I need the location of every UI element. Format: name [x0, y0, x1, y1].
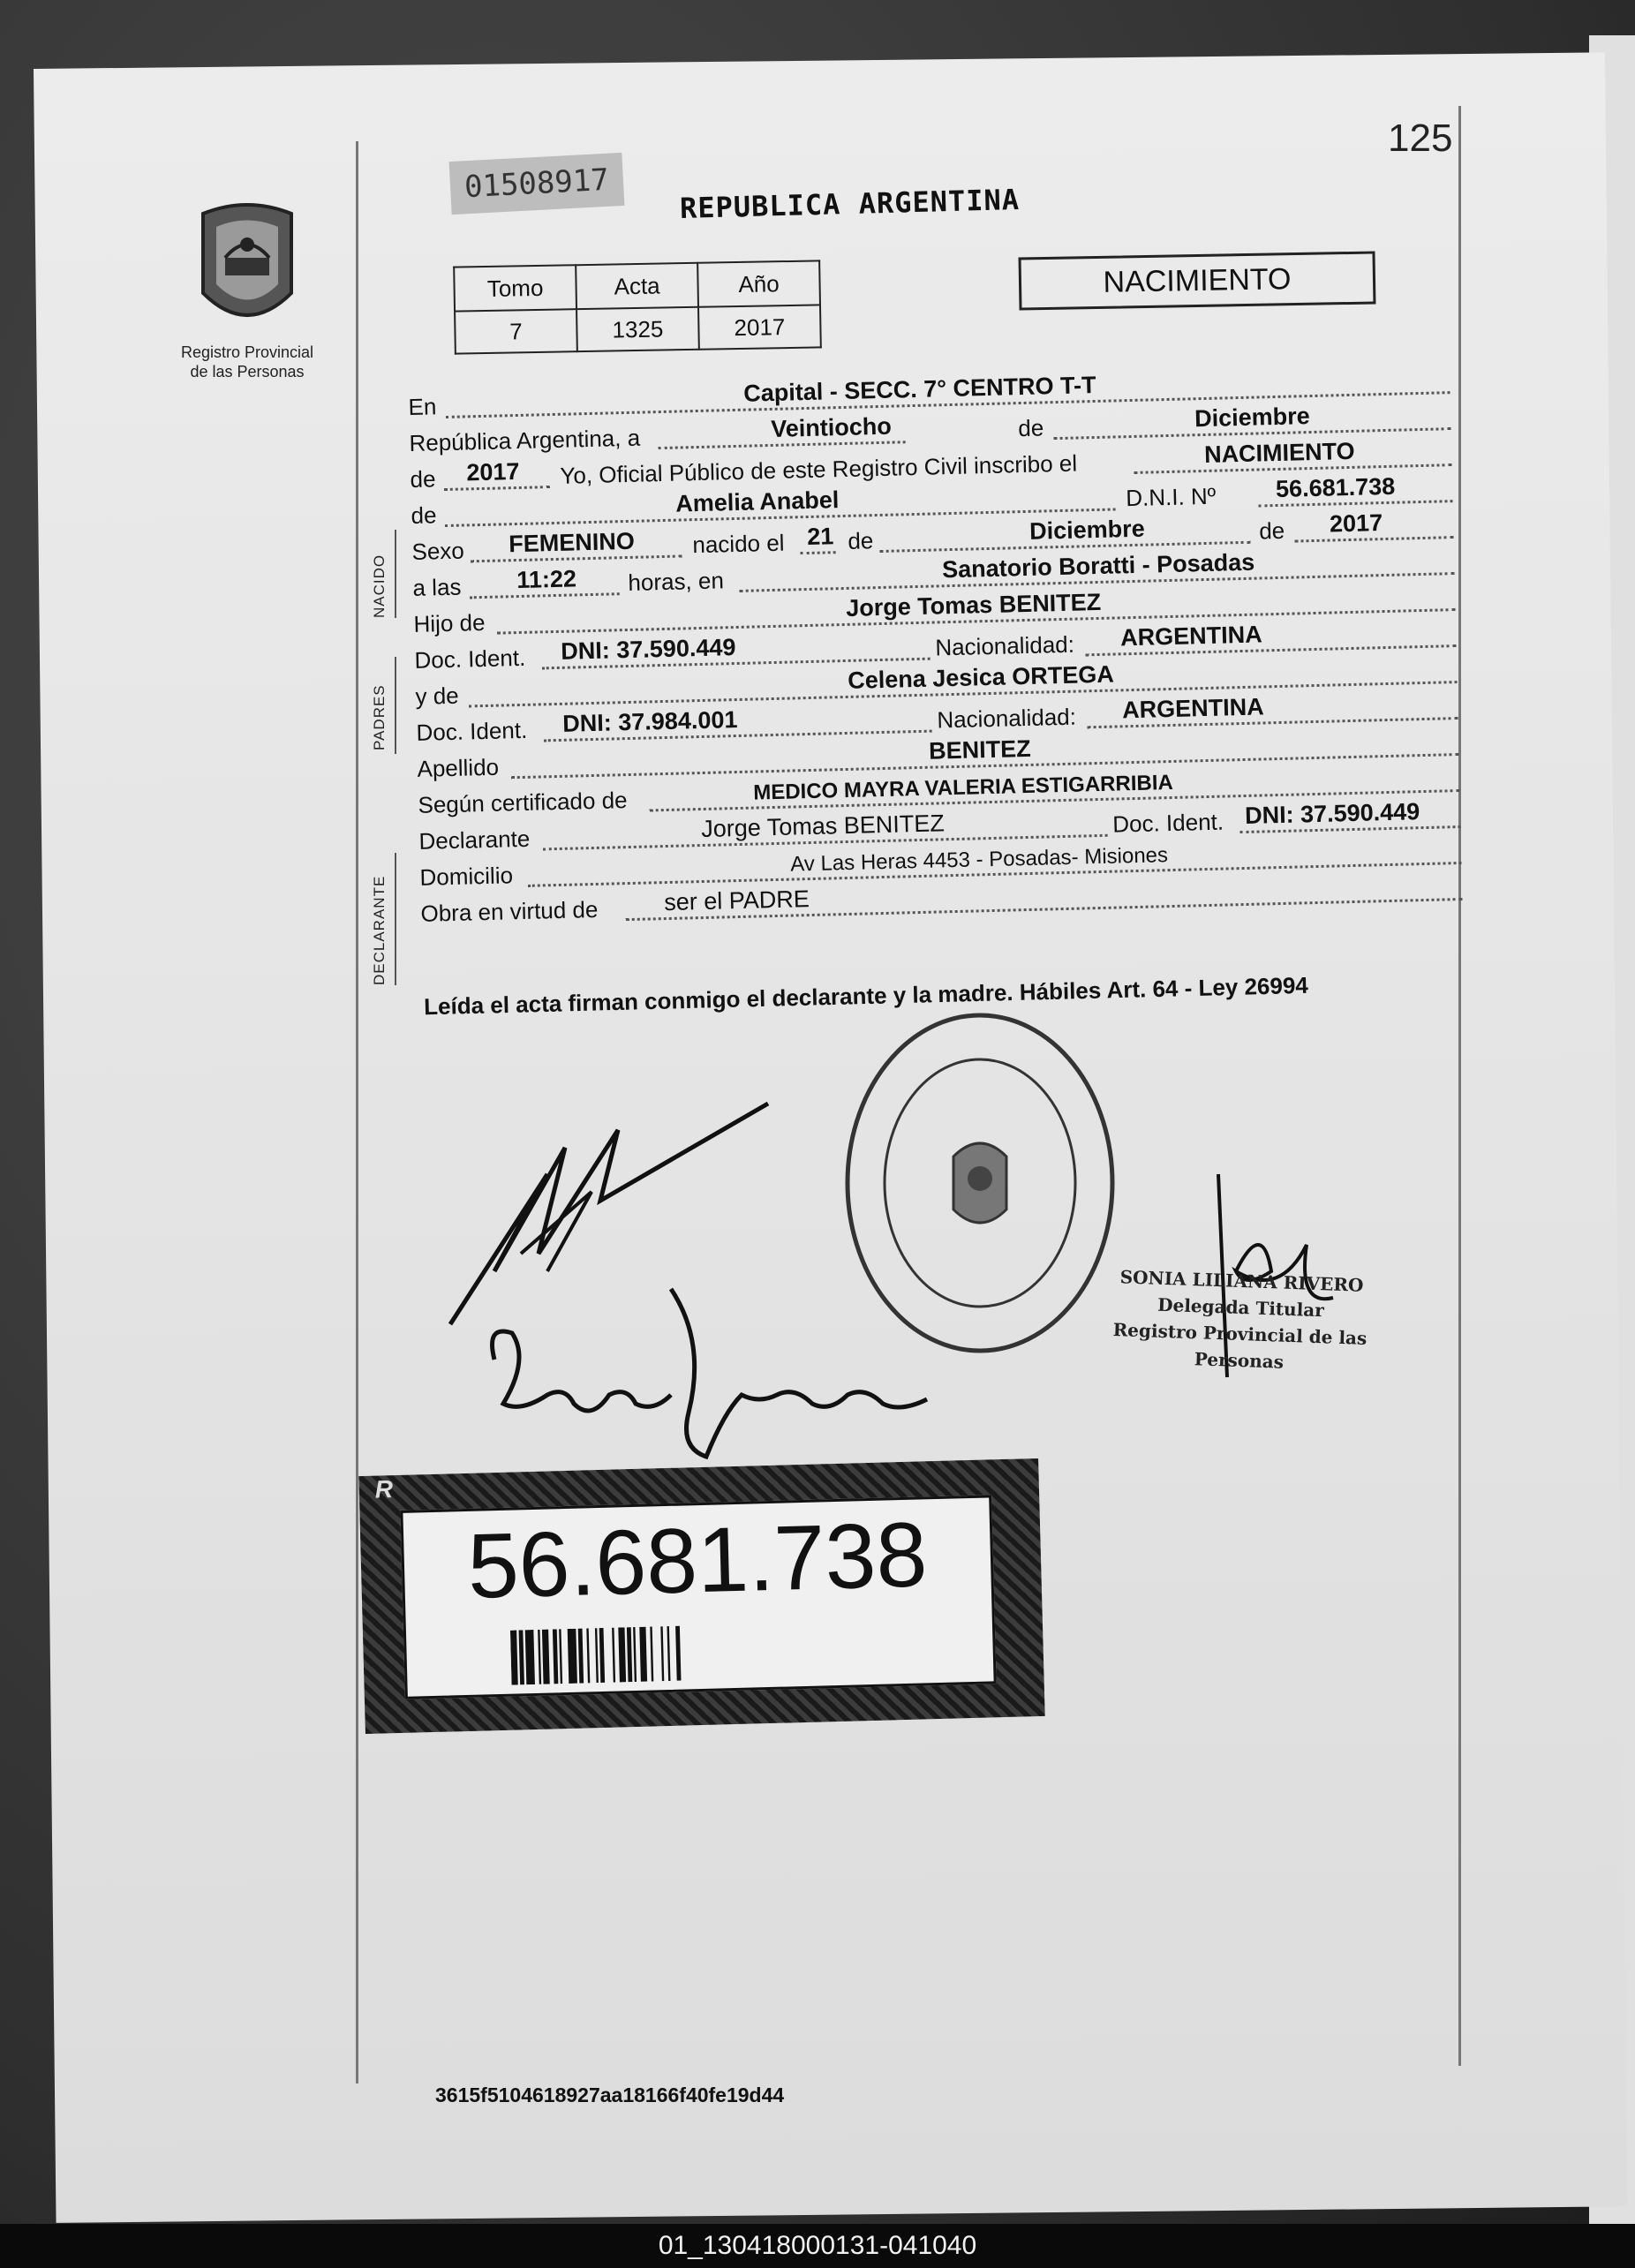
dots — [444, 486, 550, 491]
label-declarante: Declarante — [418, 825, 531, 855]
value-dia: Veintiocho — [770, 412, 893, 442]
label-hijo: Hijo de — [413, 608, 486, 637]
value-declarante: Jorge Tomas BENITEZ — [700, 810, 946, 843]
value-anio: 2017 — [465, 457, 520, 486]
barcode-number: 56.681.738 — [466, 1503, 929, 1618]
value-nombre: Amelia Anabel — [674, 486, 840, 517]
label-a-las: a las — [412, 573, 462, 601]
value-nacionalidad1: ARGENTINA — [1119, 621, 1262, 652]
page-number: 125 — [1388, 117, 1453, 160]
value-lugar-nacimiento: Sanatorio Boratti - Posadas — [941, 548, 1255, 584]
value-domicilio: Av Las Heras 4453 - Posadas- Misiones — [789, 843, 1169, 877]
value-nacionalidad2: ARGENTINA — [1121, 693, 1264, 724]
registry-header-acta: Acta — [576, 263, 698, 309]
registry-value-acta: 1325 — [576, 307, 699, 351]
label-nacionalidad1: Nacionalidad: — [934, 630, 1075, 661]
document-type-box: NACIMIENTO — [1019, 251, 1376, 310]
side-label-nacido: NACIDO — [371, 554, 388, 618]
value-obra: ser el PADRE — [663, 885, 810, 916]
label-doc3: Doc. Ident. — [1111, 808, 1224, 838]
declarante-bracket — [395, 853, 396, 985]
mother-signature — [477, 1271, 936, 1466]
logo-caption — [159, 343, 335, 381]
registry-table — [453, 260, 822, 354]
value-lugar-registro: Capital - SECC. 7° CENTRO T-T — [742, 371, 1096, 407]
strip-letter: R — [374, 1474, 426, 1503]
logo-caption-line1: Registro Provincial — [180, 343, 314, 361]
label-y-de: y de — [415, 682, 460, 710]
label-sexo: Sexo — [411, 537, 465, 565]
label-de-nombre: de — [411, 501, 437, 529]
value-inscribo: NACIMIENTO — [1203, 437, 1355, 468]
nacido-bracket — [395, 530, 396, 618]
value-doc2: DNI: 37.984.001 — [561, 705, 738, 737]
side-label-padres: PADRES — [371, 684, 388, 750]
value-nac-anio: 2017 — [1329, 509, 1383, 538]
official-role: Delegada Titular — [1157, 1293, 1325, 1322]
label-nacionalidad2: Nacionalidad: — [936, 703, 1077, 734]
value-padre: Jorge Tomas BENITEZ — [845, 588, 1102, 622]
label-en: En — [408, 393, 437, 420]
label-de-nac-mes: de — [848, 527, 874, 554]
value-madre: Celena Jesica ORTEGA — [847, 660, 1115, 694]
label-certificado: Según certificado de — [418, 787, 628, 818]
barcode-sticker — [358, 1458, 1044, 1734]
label-dni: D.N.I. Nº — [1125, 482, 1217, 512]
value-nac-dia: 21 — [806, 523, 834, 550]
country-heading: REPUBLICA ARGENTINA — [679, 182, 1021, 226]
label-oficial: Yo, Oficial Público de este Registro Civil inscribo el — [560, 449, 1078, 489]
label-doc1: Doc. Ident. — [414, 644, 526, 674]
registry-header-tomo: Tomo — [454, 265, 576, 311]
barcode-bars-icon — [510, 1620, 900, 1684]
value-doc3: DNI: 37.590.449 — [1244, 798, 1420, 829]
footer-id: 01_130418000131-041040 — [658, 2231, 977, 2260]
value-sexo: FEMENINO — [508, 527, 636, 558]
label-de: de — [1017, 414, 1044, 442]
label-nacido: nacido el — [692, 529, 785, 559]
official-name: SONIA LILIANA RIVERO — [1119, 1266, 1364, 1296]
barcode-panel — [400, 1495, 996, 1699]
side-label-declarante: DECLARANTE — [371, 875, 388, 985]
label-doc2: Doc. Ident. — [416, 716, 528, 746]
official-office: Registro Provincial de las Personas — [1112, 1318, 1368, 1373]
legal-text: Leída el acta firman conmigo el declarante y la madre. Hábiles Art. 64 - Ley 26994 — [423, 971, 1309, 1021]
right-margin-line — [1458, 106, 1461, 2066]
birth-record-form — [408, 363, 1463, 931]
label-domicilio: Domicilio — [419, 862, 514, 891]
document-hash: 3615f5104618927aa18166f40fe19d44 — [435, 2083, 785, 2106]
label-apellido: Apellido — [417, 753, 500, 782]
value-mes: Diciembre — [1194, 403, 1310, 433]
registry-value-tomo: 7 — [455, 309, 577, 353]
logo-caption-line2: de las Personas — [190, 363, 305, 381]
label-republica: República Argentina, a — [409, 424, 641, 456]
value-hora: 11:22 — [516, 565, 577, 594]
value-doc1: DNI: 37.590.449 — [560, 634, 736, 665]
value-nac-mes: Diciembre — [1028, 515, 1146, 545]
padres-bracket — [395, 657, 396, 754]
label-de-anio: de — [410, 465, 436, 493]
label-horas-en: horas, en — [628, 567, 725, 596]
value-certificado: MEDICO MAYRA VALERIA ESTIGARRIBIA — [752, 770, 1174, 805]
label-de-nac-anio: de — [1258, 516, 1285, 545]
serial-stamp: 01508917 — [449, 153, 625, 215]
official-stamp — [1080, 1262, 1401, 1379]
value-apellido: BENITEZ — [928, 735, 1032, 765]
registry-value-anio: 2017 — [698, 305, 821, 349]
value-dni: 56.681.738 — [1275, 472, 1396, 503]
province-crest-icon — [177, 196, 318, 337]
label-obra: Obra en virtud de — [420, 895, 599, 927]
registry-header-anio: Año — [697, 260, 820, 306]
left-margin-line — [356, 141, 358, 2083]
dots — [801, 551, 836, 554]
